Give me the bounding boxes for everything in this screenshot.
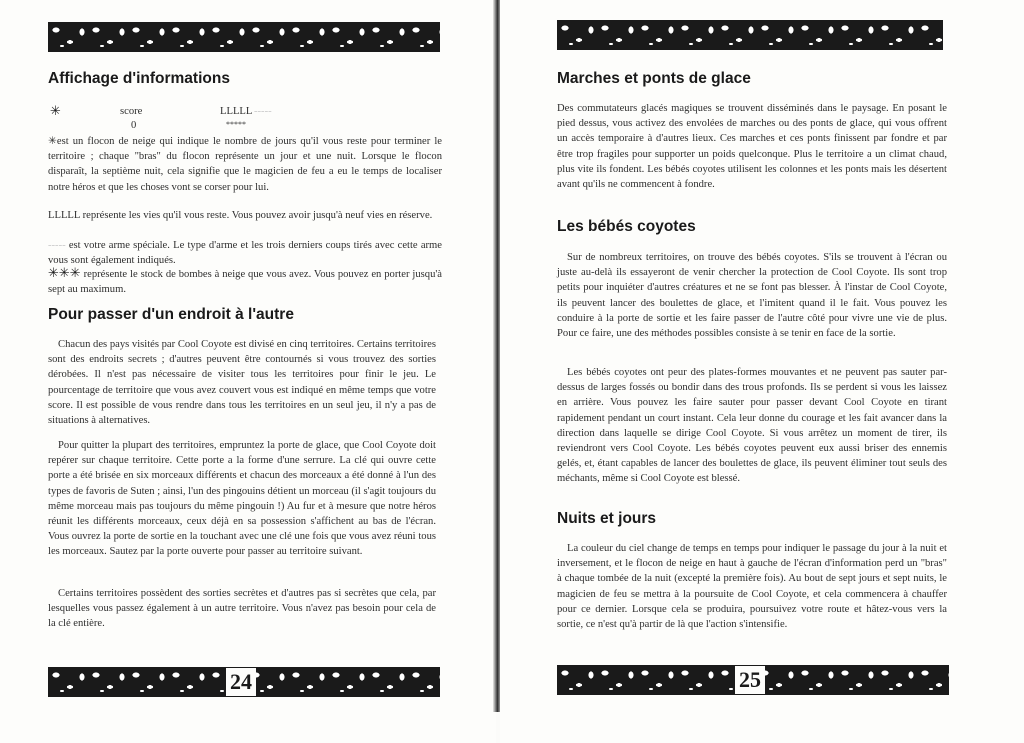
para-ice: Des commutateurs glacés magiques se trouvent disséminés dans le paysage. En posant le pied dessus, vous activez des envolées de marches ou des ponts de glace, qui vous offrent un accès temporaire à d'autres lieux. Ces marches et ces ponts finissent par fondre et par être trop fragiles pour supporter un poids quelconque. Plus le territoire a un climat chaud, plus vite ils fondent. Les bébés coyotes utilisent les colonnes et les ponts mais les désertent avant qu'ils ne commencent à fondre. (557, 103, 947, 191)
weapon-marker-inline: ----- (48, 240, 66, 251)
heading-ice-bridges: Marches et ponts de glace (557, 70, 751, 87)
para-bombs: ✳✳✳ représente le stock de bombes à neige que vous avez. Vous pouvez en porter jusqu'à sept au maximum. (48, 266, 442, 296)
right-page (500, 0, 1024, 743)
bombs-icon: ✳✳✳ (48, 266, 81, 281)
para-travel-2: Pour quitter la plupart des territoires, empruntez la porte de glace, que Cool Coyote doit repérer sur chaque territoire. Cette porte a la forme d'une serrure. La clé qui ouvre cette porte a été brisée en six morceaux différents et chacun des morceaux a été donné à l'un des types de favoris de Suten ; ainsi, l'un des pingouins détient un morceau (il s'agit toujours du même morceau mais pas toujours du même pingouin !) Au fur et à mesure que notre héros réunit les différents morceaux, ceux déjà en sa possession s'affichent au bas de l'écran. Vous ouvrez la porte de sortie en la touchant avec une clé une fois que vous avez réuni tous les morceaux. Sautez par la porte ouverte pour passer au territoire suivant. (48, 440, 436, 558)
para-snowflake: ✳est un flocon de neige qui indique le nombre de jours qu'il vous reste pour terminer le territoire ; chaque "bras" du flocon représente un jour et une nuit. Lorsque le flocon disparaît, la septième nuit, cela signifie que le magicien de feu a eu le temps de localiser notre héros et que les choses vont se corser pour lui. (48, 136, 442, 193)
para-travel-1: Chacun des pays visités par Cool Coyote est divisé en cinq territoires. Certains territoires sont des endroits secrets ; d'autres peuvent être contournés si vous trouvez des sorties dérobées. Il n'est pas nécessaire de visiter tous les territoires pour finir le jeu. Le pourcentage de territoire que vous avez couvert vous est indiqué en même temps que votre score. Il est possible de vous rendre dans tous les territoires en un seul jeu, il n'y a pas de situations à alternatives. (48, 339, 436, 427)
para-babies-1: Sur de nombreux territoires, on trouve des bébés coyotes. S'ils se trouvent à l'écran ou juste au-delà ils essayeront de venir chercher la protection de Cool Coyote. Ils sont trop petits pour inquiéter d'autres créatures et ne se font pas blesser. À l'instar de Cool Coyote, ils peuvent lancer des boulettes de glace, et l'imitent quand il le fait. Vous pouvez les conduire à la porte de sortie et les faire passer de l'autre côté pour vivre une vie de plus. Pour ce faire, une des méthodes possibles consiste à se tenir en face de la sortie. (557, 252, 947, 340)
weapon-marker: ----- (254, 106, 272, 117)
snowflake-icon: ✳ (50, 104, 61, 119)
left-page (0, 0, 496, 743)
bottom-ornament-band (48, 667, 440, 697)
score-label: score (120, 106, 143, 117)
top-ornament-band (557, 20, 943, 50)
para-lives: LLLLL représente les vies qu'il vous reste. Vous pouvez avoir jusqu'à neuf vies en réserve. (48, 210, 433, 221)
para-weapon: ----- est votre arme spéciale. Le type d'arme et les trois derniers coups tirés avec cette arme vous sont également indiqués. (48, 240, 442, 267)
bombs-value: ***** (226, 120, 246, 129)
heading-info-display: Affichage d'informations (48, 70, 230, 87)
heading-night-day: Nuits et jours (557, 510, 657, 527)
heading-baby-coyotes: Les bébés coyotes (557, 218, 696, 235)
heading-travel: Pour passer d'un endroit à l'autre (48, 306, 294, 323)
lives-label: LLLLL (220, 106, 253, 117)
top-ornament-band (48, 22, 440, 52)
page-number-25: 25 (735, 666, 765, 694)
para-night: La couleur du ciel change de temps en temps pour indiquer le passage du jour à la nuit et inversement, et le flocon de neige en haut à gauche de l'écran d'information perd un "bras" à chaque tombée de la nuit (excepté la première fois). Au bout de sept jours et sept nuits, le magicien de feu se mettra à la poursuite de Cool Coyote, et cela commencera à chauffer pour ce dernier. Lorsque cela se produira, poursuivez votre route et hâtez-vous vers la sortie, ce n'est qu'à partir de là que l'action s'intensifie. (557, 543, 947, 631)
para-babies-2: Les bébés coyotes ont peur des plates-formes mouvantes et ne peuvent pas sauter par-dessus de larges fossés ou bondir dans des trous profonds. Ils se perdent si vous les laissez en arrière. Vous pouvez les faire sauter pour passer devant Cool Coyote en tirant rapidement pendant un court instant. Cela leur donne du courage et les fait avancer dans la direction dans laquelle se dirige Cool Coyote. Si vous arrêtez un moment de tirer, ils reviendront vers Cool Coyote. Les bébés coyotes peuvent eux aussi briser des ennemis gelés, et, étant capables de lancer des boulettes de glace, ils peuvent éliminer tout seuls des méchants, même si Cool Coyote est blessé. (557, 367, 947, 485)
bottom-ornament-band (557, 665, 949, 695)
para-travel-3: Certains territoires possèdent des sorties secrètes et d'autres pas si secrètes que cela, par lesquelles vous passez également à un autre territoire. Vous n'avez pas besoin pour cela de la clé entière. (48, 588, 436, 630)
page-number-24: 24 (226, 668, 256, 696)
score-value: 0 (131, 120, 137, 131)
